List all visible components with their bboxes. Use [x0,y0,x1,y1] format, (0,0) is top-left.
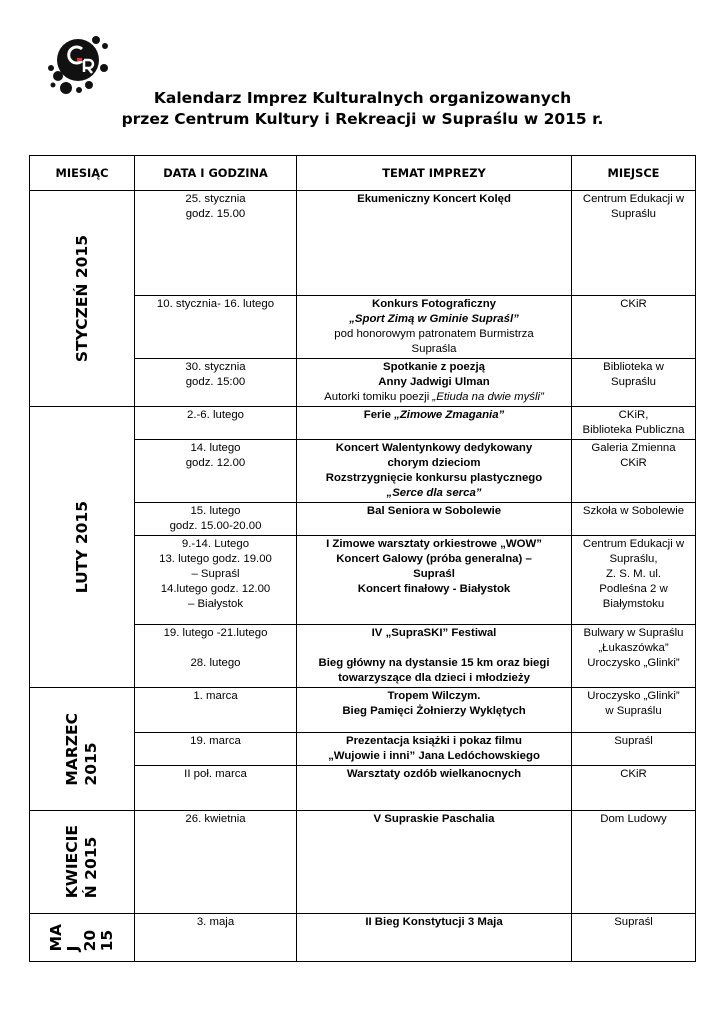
cell-text-line: 15. lutego [190,505,241,517]
place-cell [572,407,696,440]
month-label: MA J 20 15 [47,923,116,952]
cell-text-line: „Sport Zimą w Gminie Supraśl” [349,313,519,325]
cell-text-line: CKiR [620,457,647,469]
date-cell [135,407,297,440]
cell-text-line: Tropem Wilczym. [387,690,481,702]
place-cell [572,191,696,296]
place-cell [572,914,696,962]
topic-cell [297,733,572,766]
cell-text-line: Koncert Galowy (próba generalna) – [336,553,532,565]
events-table [29,155,696,962]
cell-text-line: V Supraskie Paschalia [373,813,495,825]
cell-text-line: Konkurs Fotograficzny [371,298,497,310]
cell-text-line: Supraślu, [609,553,658,565]
cell-text-line: pod honorowym patronatem Burmistrza [334,328,534,340]
cell-text-line: Szkoła w Sobolewie [582,505,685,517]
table-row [30,407,696,440]
title-line-1: Kalendarz Imprez Kulturalnych organizowanych [153,89,572,107]
cell-text-line: – Białystok [187,598,244,610]
cell-text-line [300,408,568,423]
cell-text-line: w Supraślu [605,705,662,717]
place-cell [572,733,696,766]
topic-cell [297,914,572,962]
cell-text-line: II Bieg Konstytucji 3 Maja [365,916,503,928]
month-label: KWIECIE Ń 2015 [63,825,100,899]
topic-cell [297,359,572,407]
place-cell [572,766,696,811]
place-cell [572,440,696,503]
cell-text-fragment: Autorki tomiku poezji [324,391,433,403]
cell-text-line: Bal Seniora w Sobolewie [366,505,502,517]
date-cell [135,359,297,407]
date-cell [135,503,297,536]
cell-text-line: godz. 15:00 [185,376,246,388]
cell-text-line [300,390,568,405]
cell-text-line: Supraślu [611,376,656,388]
topic-cell [297,766,572,811]
cell-text-line: 9.-14. Lutego [181,538,250,550]
date-cell [135,688,297,733]
topic-cell [297,296,572,359]
cell-text-line: Supraślu [611,208,656,220]
cell-text-line: IV „SupraSKI” Festiwal [371,627,497,639]
date-cell [135,766,297,811]
cell-text-line: Uroczysko „Glinki” [587,690,680,702]
month-label: MARZEC 2015 [63,712,100,786]
topic-cell [297,625,572,688]
date-cell [135,914,297,962]
page-title [0,88,725,130]
cell-text-line: Supraśl [413,568,455,580]
spacer [300,641,568,656]
cell-text-line: Anny Jadwigi Ulman [378,376,490,388]
month-label: LUTY 2015 [72,500,91,594]
place-cell [572,688,696,733]
cell-text-line: Podleśna 2 w [599,583,668,595]
cell-text-line: CKiR [620,768,647,780]
date-cell [135,536,297,625]
cell-text-line: 3. maja [196,916,235,928]
cell-text-line: Galeria Zmienna [591,442,676,454]
cell-text-line: Z. S. M. ul. [605,568,662,580]
header-month: MIESIĄC [30,156,135,191]
cell-text-line: Supraśl [614,735,653,747]
place-cell [572,536,696,625]
header-date: DATA I GODZINA [135,156,297,191]
topic-cell [297,191,572,296]
place-cell [572,625,696,688]
cell-text-line: 25. stycznia [185,193,246,205]
cell-text-line: „Serce dla serca” [386,487,482,499]
cell-text-line: „Łukaszówka” [598,642,669,654]
cell-text-line: Koncert Walentynkowy dedykowany [335,442,533,454]
cell-text-line: Centrum Edukacji w [582,193,685,205]
date-cell [135,733,297,766]
topic-cell [297,440,572,503]
month-cell-marzec [30,688,135,811]
table-row [30,191,696,296]
cell-text-line: 19. lutego -21.lutego [163,627,268,639]
cell-text-line: Bulwary w Supraślu [583,627,684,639]
cell-text-line: Supraśl [614,916,653,928]
topic-cell [297,503,572,536]
table-row [30,914,696,962]
table-row [30,811,696,914]
topic-cell [297,407,572,440]
cell-text-line: – Supraśl [191,568,240,580]
topic-cell [297,688,572,733]
header-topic: TEMAT IMPREZY [297,156,572,191]
cell-text-line: Bieg główny na dystansie 15 km oraz biegi [318,657,550,669]
spacer [138,641,293,656]
date-cell [135,440,297,503]
cell-text-line: Białymstoku [602,598,665,610]
cell-text-line: godz. 12.00 [185,457,246,469]
cell-text-line: 26. kwietnia [185,813,246,825]
cell-text-line: Uroczysko „Glinki” [587,657,680,669]
table-header-row [30,156,696,191]
cell-text-line: 1. marca [193,690,238,702]
cell-text-line: I Zimowe warsztaty orkiestrowe „WOW” [326,538,542,550]
cell-text-line: Rozstrzygnięcie konkursu plastycznego [325,472,543,484]
cell-text-line: chorym dzieciom [387,457,481,469]
cell-text-line: 19. marca [190,735,241,747]
cell-text-line: 14. lutego [190,442,241,454]
table-row [30,688,696,733]
cell-text-line: towarzyszące dla dzieci i młodzieży [338,672,530,684]
header-place: MIEJSCE [572,156,696,191]
month-cell-kwiecien [30,811,135,914]
place-cell [572,503,696,536]
cell-text-fragment: Ferie [363,409,395,421]
month-cell-styczen [30,191,135,407]
cell-text-line: godz. 15.00 [185,208,246,220]
cell-text-line: Bieg Pamięci Żołnierzy Wyklętych [342,705,526,717]
place-cell [572,296,696,359]
date-cell [135,296,297,359]
cell-text-line: 2.-6. lutego [187,409,244,421]
cell-text-line: Prezentacja książki i pokaz filmu [346,735,522,747]
cell-text-line: Biblioteka w [603,361,664,373]
topic-cell [297,811,572,914]
cell-text-line: Spotkanie z poezją [383,361,485,373]
month-label: STYCZEŃ 2015 [72,234,91,363]
cell-text-line: 14.lutego godz. 12.00 [160,583,271,595]
month-cell-maj [30,914,135,962]
cell-text-line: CKiR, [618,409,649,421]
cell-text-line: 30. stycznia [185,361,246,373]
date-cell [135,811,297,914]
cell-text-line: Ekumeniczny Koncert Kolęd [357,193,511,205]
place-cell [572,359,696,407]
cell-text-line: 10. stycznia- 16. lutego [156,298,275,310]
date-cell [135,191,297,296]
date-cell [135,625,297,688]
cell-text-line: II poł. marca [184,768,247,780]
cell-text-line: 28. lutego [190,657,241,669]
cell-text-line: Koncert finałowy - Białystok [357,583,511,595]
place-cell [572,811,696,914]
title-line-2: przez Centrum Kultury i Rekreacji w Supraślu w 2015 r. [121,110,604,128]
cell-text-line: godz. 15.00-20.00 [169,520,262,532]
cell-text-line: Dom Ludowy [600,813,667,825]
cell-text-line: Warsztaty ozdób wielkanocnych [346,768,522,780]
cell-text-line: CKiR [620,298,647,310]
cell-text-line: Biblioteka Publiczna [582,424,685,436]
cell-text-line: „Wujowie i inni” Jana Ledóchowskiego [328,750,540,762]
cell-text-fragment: „Zimowe Zmagania” [394,409,505,421]
cell-text-line: Supraśla [411,343,457,355]
topic-cell [297,536,572,625]
cell-text-fragment: „Etiuda na dwie myśli” [432,391,544,403]
month-cell-luty [30,407,135,688]
cell-text-line: Centrum Edukacji w [582,538,685,550]
cell-text-line: 13. lutego godz. 19.00 [159,553,272,565]
